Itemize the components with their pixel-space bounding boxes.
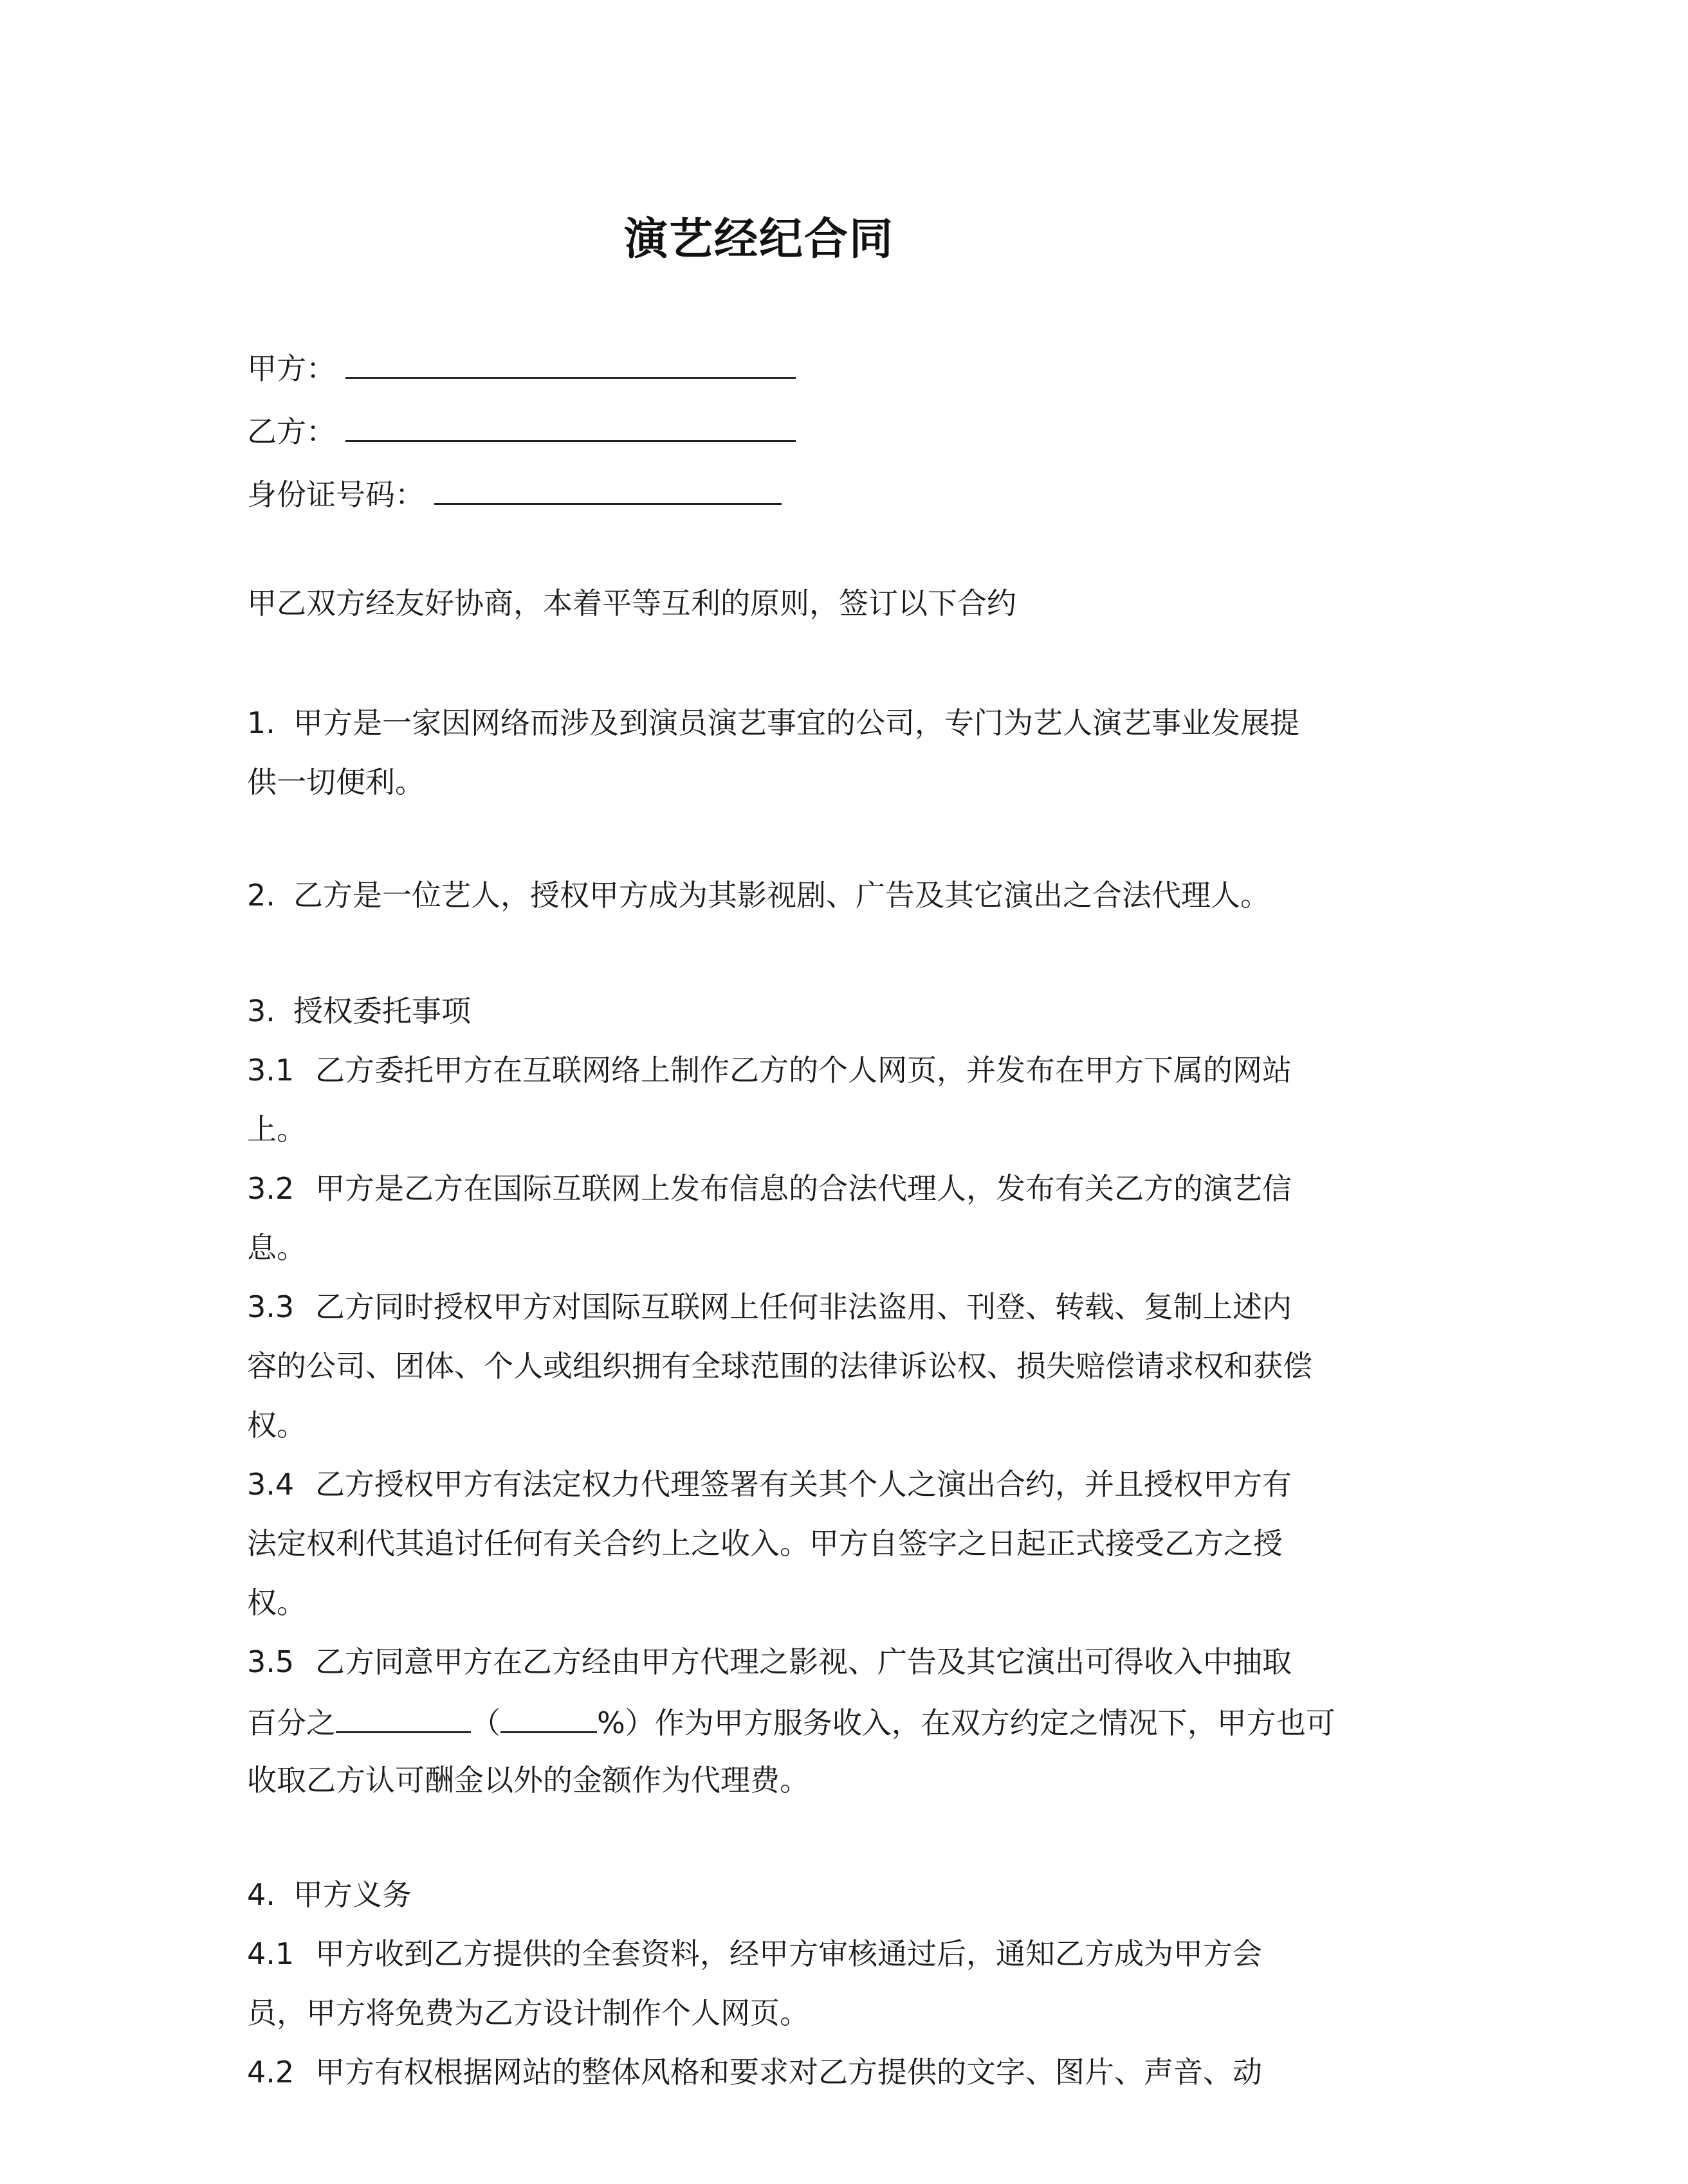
clause-number: 3.5 [247,1644,295,1679]
clause-3-3-line-1 [247,1288,1292,1326]
party-b-field [247,410,796,451]
clause-heading-text: 甲方义务 [293,1877,412,1912]
contract-title: 演艺经纪合同 [623,214,894,265]
clause-text: （ [471,1706,500,1740]
clause-number: 4. [247,1877,275,1912]
clause-3-1-line-2: 上。 [247,1112,306,1147]
clause-3-4-line-3: 权。 [247,1585,306,1620]
clause-number: 3. [247,994,275,1028]
id-number-blank[interactable] [434,473,782,505]
clause-3-3-line-2: 容的公司、团体、个人或组织拥有全球范围的法律诉讼权、损失赔偿请求权和获偿 [247,1349,1312,1383]
percentage-words-blank[interactable] [336,1702,471,1733]
clause-4-heading [247,1875,412,1914]
clause-3-4-line-1 [247,1465,1292,1504]
clause-3-4-line-2: 法定权利代其追讨任何有关合约上之收入。甲方自签字之日起正式接受乙方之授 [247,1526,1283,1561]
clause-number: 2. [247,878,275,913]
clause-number: 1. [247,705,275,740]
clause-text: 甲方是一家因网络而涉及到演员演艺事宜的公司，专门为艺人演艺事业发展提 [293,705,1299,740]
clause-3-heading [247,992,471,1030]
clause-3-5-line-3: 收取乙方认可酬金以外的金额作为代理费。 [247,1763,809,1797]
party-b-blank[interactable] [345,410,796,442]
party-a-field [247,347,796,388]
clause-1-line-2: 供一切便利。 [247,765,425,799]
party-a-label: 甲方： [247,351,336,386]
clause-4-1-line-1 [247,1934,1262,1973]
clause-number: 3.1 [247,1053,295,1087]
clause-text: 乙方委托甲方在互联网络上制作乙方的个人网页，并发布在甲方下属的网站 [315,1053,1292,1087]
clause-number: 4.1 [247,1936,295,1971]
percentage-number-blank[interactable] [500,1702,597,1733]
party-b-label: 乙方： [247,414,336,449]
clause-3-1-line-1 [247,1051,1292,1089]
clause-2-line-1 [247,876,1270,915]
clause-text: %）作为甲方服务收入，在双方约定之情况下，甲方也可 [597,1706,1335,1740]
clause-3-2-line-1 [247,1169,1292,1208]
clause-text: 乙方授权甲方有法定权力代理签署有关其个人之演出合约，并且授权甲方有 [315,1467,1292,1502]
clause-text: 甲方有权根据网站的整体风格和要求对乙方提供的文字、图片、声音、动 [315,2055,1262,2089]
clause-4-1-line-2: 员，甲方将免费为乙方设计制作个人网页。 [247,1996,809,2030]
clause-1-line-1 [247,704,1299,742]
clause-text: 乙方是一位艺人，授权甲方成为其影视剧、广告及其它演出之合法代理人。 [293,878,1270,913]
clause-3-2-line-2: 息。 [247,1230,306,1265]
clause-3-5-line-1 [247,1643,1292,1681]
party-a-blank[interactable] [345,347,796,379]
clause-text: 甲方是乙方在国际互联网上发布信息的合法代理人，发布有关乙方的演艺信 [315,1171,1292,1206]
intro-paragraph: 甲乙双方经友好协商，本着平等互利的原则，签订以下合约 [247,586,1016,621]
clause-text: 乙方同意甲方在乙方经由甲方代理之影视、广告及其它演出可得收入中抽取 [315,1644,1292,1679]
clause-number: 3.2 [247,1171,295,1206]
id-number-field [247,473,782,514]
clause-number: 4.2 [247,2055,295,2089]
clause-heading-text: 授权委托事项 [293,994,471,1028]
clause-text: 百分之 [247,1706,336,1740]
clause-3-3-line-3: 权。 [247,1408,306,1442]
clause-text: 乙方同时授权甲方对国际互联网上任何非法盗用、刊登、转载、复制上述内 [315,1289,1292,1324]
clause-number: 3.4 [247,1467,295,1502]
id-number-label: 身份证号码： [247,477,425,512]
clause-number: 3.3 [247,1289,295,1324]
clause-3-5-line-2 [247,1702,1335,1742]
clause-4-2-line-1 [247,2053,1262,2091]
clause-text: 甲方收到乙方提供的全套资料，经甲方审核通过后，通知乙方成为甲方会 [315,1936,1262,1971]
